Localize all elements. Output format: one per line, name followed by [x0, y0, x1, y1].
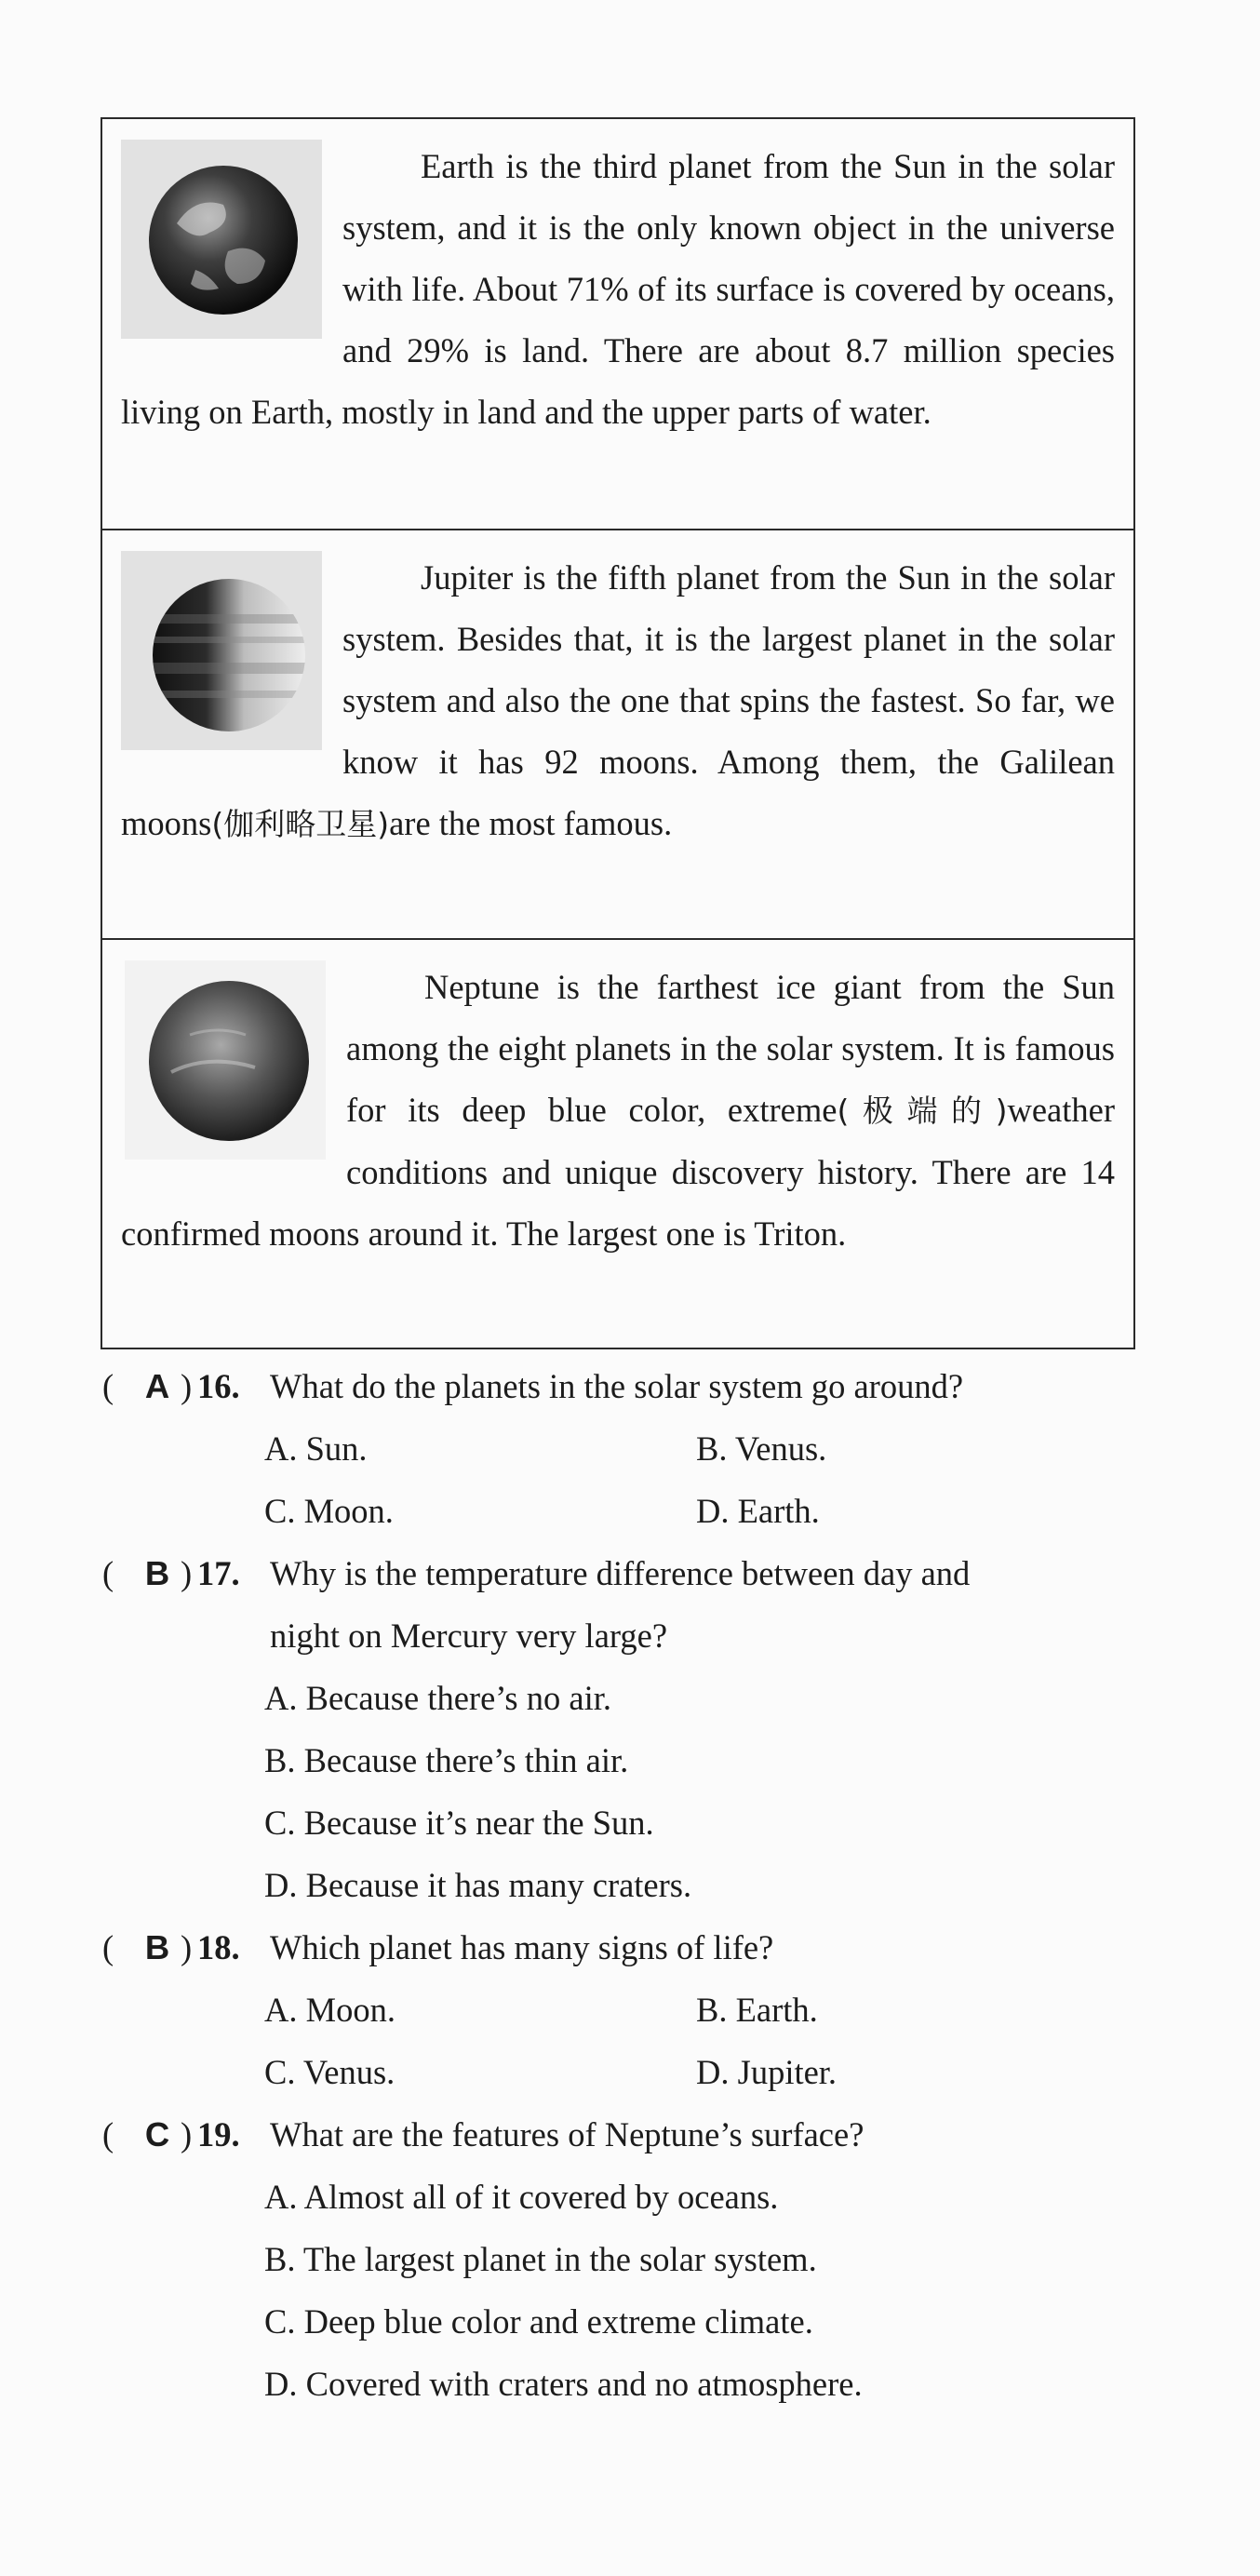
option-a[interactable]: A. Sun. [264, 1429, 368, 1468]
question-17 [101, 1542, 1161, 1916]
planet-info-table [101, 117, 1135, 1349]
question-text-cont: night on Mercury very large? [270, 1617, 668, 1655]
jupiter-description-tail: are the most famous. [389, 804, 673, 842]
answer-paren-close: ) [181, 1554, 193, 1592]
questions-section [101, 1355, 1161, 2415]
question-text: What do the planets in the solar system go around? [270, 1367, 964, 1405]
option-c[interactable]: C. Deep blue color and extreme climate. [264, 2302, 813, 2341]
option-a[interactable]: A. Almost all of it covered by oceans. [264, 2178, 779, 2216]
option-c[interactable]: C. Moon. [264, 1492, 394, 1530]
question-text: Which planet has many signs of life? [270, 1928, 774, 1966]
neptune-description: Neptune is the farthest ice giant from the Sun among the eight planets in the solar system. It is famous for its deep blue color, extreme [346, 968, 1115, 1129]
answer-16[interactable]: A [144, 1367, 170, 1405]
answer-17[interactable]: B [144, 1554, 170, 1592]
option-a[interactable]: A. Moon. [264, 1991, 395, 2029]
planet-row-earth [102, 119, 1133, 529]
question-16 [101, 1355, 1161, 1542]
answer-paren-close: ) [181, 1928, 193, 1966]
jupiter-image [121, 551, 322, 750]
answer-paren-close: ) [181, 1367, 193, 1405]
answer-paren-close: ) [181, 2115, 193, 2153]
option-c[interactable]: C. Because it’s near the Sun. [264, 1804, 654, 1842]
option-b[interactable]: B. Venus. [696, 1429, 827, 1468]
answer-19[interactable]: C [144, 2115, 170, 2153]
question-number: 18. [197, 1928, 240, 1966]
option-d[interactable]: D. Because it has many craters. [264, 1866, 692, 1904]
planet-row-jupiter [102, 529, 1133, 938]
answer-paren-open: ( [102, 1554, 114, 1592]
option-b[interactable]: B. Earth. [696, 1991, 818, 2029]
option-d[interactable]: D. Covered with craters and no atmosphere. [264, 2365, 863, 2403]
question-19 [101, 2103, 1161, 2415]
answer-paren-open: ( [102, 1367, 114, 1405]
question-text: Why is the temperature difference between day and [270, 1554, 971, 1592]
jupiter-chinese-gloss: (伽利略卫星) [211, 806, 390, 842]
answer-paren-open: ( [102, 2115, 114, 2153]
earth-description: Earth is the third planet from the Sun in the solar system, and it is the only known object in the universe with life. About 71% of its surface is covered by oceans, and 29% is land. There are about 8.7 million species living on Earth, mostly in land and the upper parts of water. [121, 147, 1115, 431]
question-number: 17. [197, 1554, 240, 1592]
neptune-image [125, 960, 326, 1160]
option-c[interactable]: C. Venus. [264, 2053, 395, 2091]
neptune-description-tail: weather conditions and unique discovery history. There are 14 confirmed moons around it. The largest one is Triton. [121, 1091, 1115, 1253]
earth-image [121, 140, 322, 339]
planet-row-neptune [102, 938, 1133, 1348]
answer-18[interactable]: B [144, 1928, 170, 1966]
neptune-photo-icon [125, 960, 326, 1160]
question-number: 19. [197, 2115, 240, 2153]
neptune-chinese-gloss: (极端的) [837, 1093, 1008, 1129]
jupiter-photo-icon [121, 551, 322, 750]
option-d[interactable]: D. Earth. [696, 1492, 820, 1530]
option-a[interactable]: A. Because there’s no air. [264, 1679, 611, 1717]
option-b[interactable]: B. The largest planet in the solar system. [264, 2240, 817, 2278]
earth-photo-icon [121, 140, 322, 339]
answer-paren-open: ( [102, 1928, 114, 1966]
option-b[interactable]: B. Because there’s thin air. [264, 1741, 629, 1779]
question-text: What are the features of Neptune’s surface? [270, 2115, 865, 2153]
question-18 [101, 1916, 1161, 2103]
question-number: 16. [197, 1367, 240, 1405]
option-d[interactable]: D. Jupiter. [696, 2053, 838, 2091]
jupiter-description: Jupiter is the fifth planet from the Sun in the solar system. Besides that, it is the largest planet in the solar system and also the one that spins the fastest. So far, we know it has 92 moons. Among them, the Galilean moons [121, 558, 1115, 842]
